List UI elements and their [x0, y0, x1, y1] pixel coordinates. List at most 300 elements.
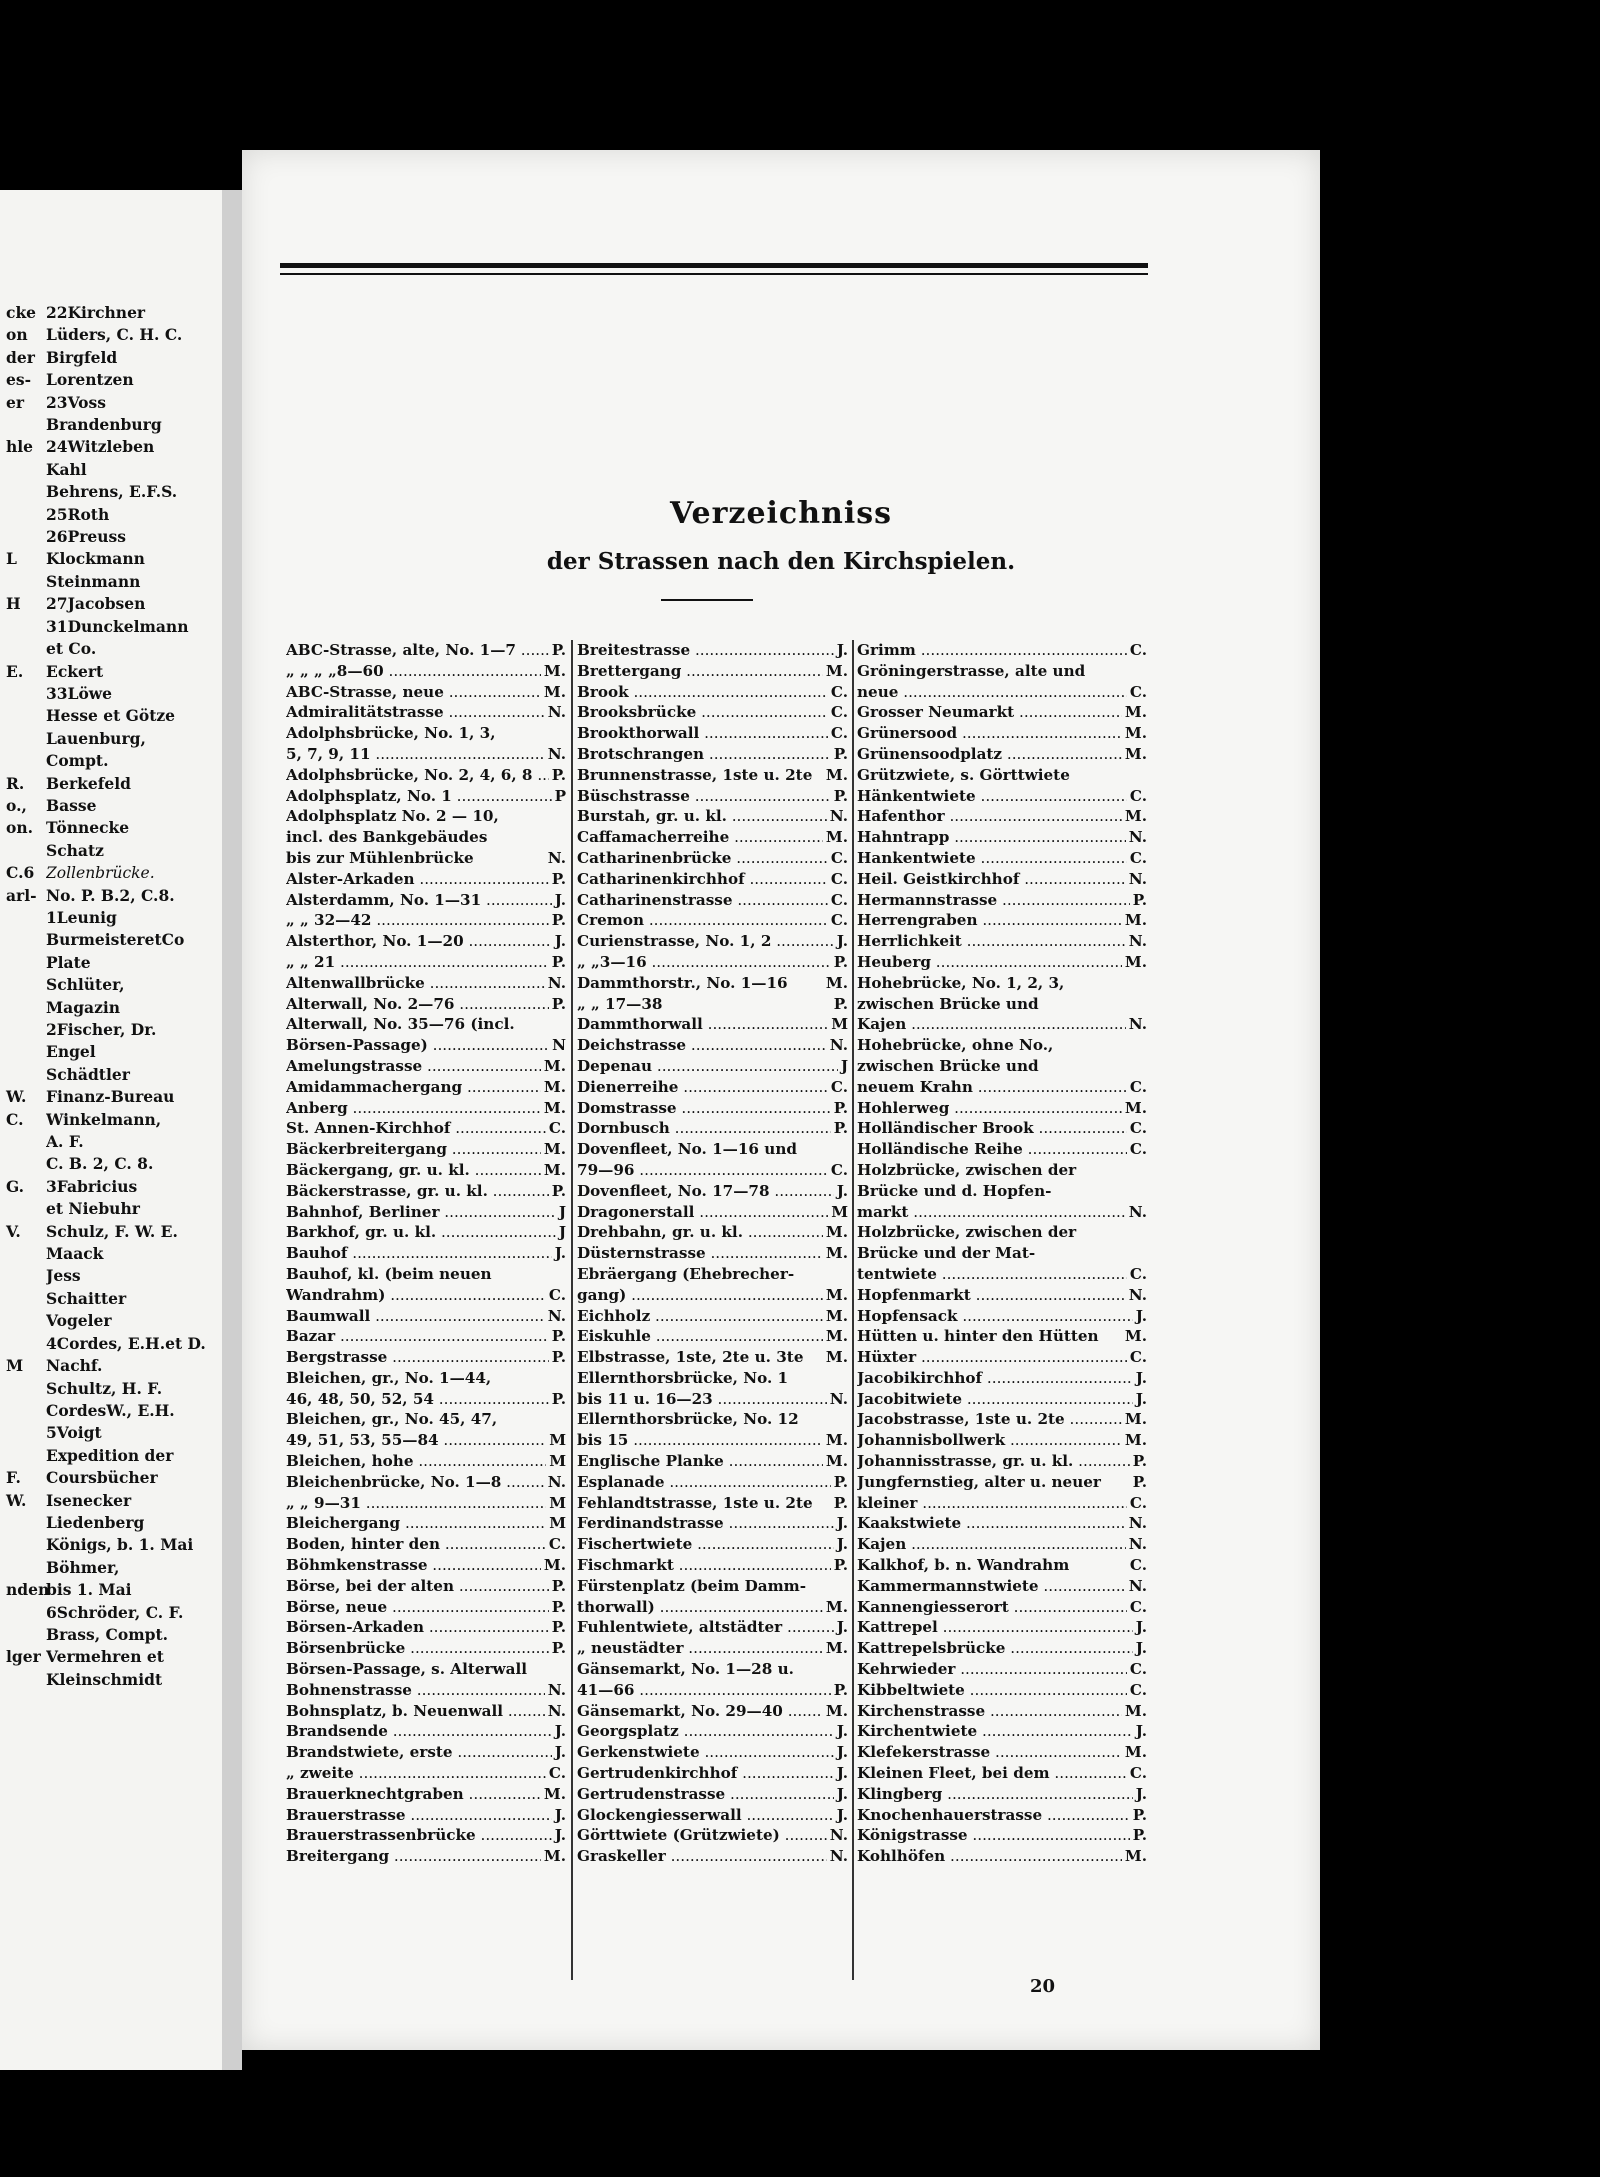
left-margin-fragment [6, 1198, 46, 1220]
parish-code: J. [554, 1826, 566, 1845]
parish-code: M. [825, 1223, 848, 1242]
parish-code: C. [830, 848, 848, 867]
parish-code: J. [1135, 1722, 1147, 1741]
street-entry [286, 890, 566, 911]
street-entry [577, 1222, 848, 1243]
street-entry [577, 1638, 848, 1659]
parish-code: P. [833, 744, 848, 763]
street-name: ABC-Strasse, neue ..... [286, 682, 541, 703]
street-name: Bahnhof, Berliner ..... [286, 1202, 556, 1223]
street-name: Altenwallbrücke ..... [286, 973, 545, 994]
street-name: Börse, bei der alten ..... [286, 1576, 549, 1597]
parish-code: M. [825, 1452, 848, 1471]
left-entry-text: Böhmer, [46, 1557, 120, 1577]
street-name: Dovenfleet, No. 1—16 und [577, 1140, 797, 1159]
left-page-line [6, 1624, 218, 1646]
street-entry [857, 640, 1147, 661]
street-entry [577, 1680, 848, 1701]
parish-code: N. [829, 1389, 848, 1408]
left-page-line [6, 1243, 218, 1265]
street-name: Heuberg ..... [857, 952, 1122, 973]
left-entry-text: Kahl [46, 459, 87, 479]
left-entry-text: Königs, b. 1. Mai [46, 1535, 194, 1555]
street-name: Dovenfleet, No. 17—78 ..... [577, 1181, 834, 1202]
parish-code: P. [1132, 1472, 1147, 1491]
street-name: Wandrahm) ..... [286, 1285, 546, 1306]
left-margin-fragment [6, 907, 46, 929]
parish-code: C. [1129, 1493, 1147, 1512]
parish-code: P. [1132, 1826, 1147, 1845]
left-entry-text: 4Cordes, E.H.et D. [46, 1333, 206, 1353]
left-page-line [6, 1288, 218, 1310]
left-page-line [6, 1109, 218, 1131]
left-margin-fragment [6, 1445, 46, 1467]
street-name: Catharinenstrasse ..... [577, 890, 828, 911]
street-name: Börse, neue ..... [286, 1597, 549, 1618]
street-entry [857, 682, 1147, 703]
street-entry [857, 1181, 1147, 1202]
street-entry [286, 682, 566, 703]
parish-code: M. [825, 1639, 848, 1658]
street-name: Gertrudenstrasse ..... [577, 1784, 834, 1805]
parish-code: M. [1124, 1701, 1147, 1720]
left-page-line [6, 795, 218, 817]
street-entry [857, 1202, 1147, 1223]
left-entry-text: Lüders, C. H. C. [46, 325, 183, 345]
street-name: Herrlichkeit ..... [857, 931, 1126, 952]
street-name: Brunnenstrasse, 1ste u. 2te [577, 765, 813, 784]
street-name: Kattrepel ..... [857, 1617, 1133, 1638]
parish-code: M [831, 1015, 848, 1034]
street-entry [857, 1513, 1147, 1534]
parish-code: J. [1135, 1306, 1147, 1325]
left-entry-text: 25Roth [46, 504, 110, 524]
left-entry-text: Liedenberg [46, 1512, 145, 1532]
street-name: Gerkenstwiete ..... [577, 1742, 834, 1763]
street-entry [577, 702, 848, 723]
street-name: Böhmkenstrasse ..... [286, 1555, 541, 1576]
street-entry [286, 1014, 566, 1035]
left-page-line [6, 638, 218, 660]
parish-code: M. [825, 661, 848, 680]
left-margin-fragment [6, 504, 46, 526]
street-name: „ „3—16 ..... [577, 952, 831, 973]
street-name: Glockengiesserwall ..... [577, 1805, 834, 1826]
street-name: „ neustädter ..... [577, 1638, 823, 1659]
street-name: Catharinenbrücke ..... [577, 848, 828, 869]
street-name: Bohnenstrasse ..... [286, 1680, 545, 1701]
street-name: Amelungstrasse ..... [286, 1056, 541, 1077]
parish-code: P. [833, 994, 848, 1013]
left-margin-fragment: er [6, 392, 25, 412]
street-name: Büschstrasse ..... [577, 786, 831, 807]
left-entry-text: Winkelmann, [46, 1109, 162, 1129]
street-entry [577, 1077, 848, 1098]
left-margin-fragment: hle [6, 437, 34, 457]
street-entry [286, 744, 566, 765]
left-page-line [6, 347, 218, 369]
parish-code: N. [829, 1826, 848, 1845]
street-entry [857, 869, 1147, 890]
left-entry-text: Birgfeld [46, 347, 118, 367]
left-margin-fragment [6, 1153, 46, 1175]
street-name: Holzbrücke, zwischen der [857, 1160, 1077, 1179]
parish-code: M. [1124, 1327, 1147, 1346]
street-name: „ „ 9—31 ..... [286, 1493, 546, 1514]
left-margin-fragment [6, 952, 46, 974]
street-entry [286, 806, 566, 827]
street-entry [577, 1805, 848, 1826]
street-entry [286, 1451, 566, 1472]
street-name: bis zur Mühlenbrücke [286, 848, 474, 867]
parish-code: P. [551, 911, 566, 930]
street-entry [577, 1617, 848, 1638]
parish-code: P. [551, 994, 566, 1013]
street-entry [577, 1721, 848, 1742]
left-entry-text: 6Schröder, C. F. [46, 1602, 184, 1622]
street-entry [286, 848, 566, 869]
left-entry-text: C. B. 2, C. 8. [46, 1154, 154, 1174]
column-divider [571, 640, 573, 1980]
left-entry-text: No. P. B.2, C.8. [46, 885, 175, 905]
street-name: Hankentwiete ..... [857, 848, 1127, 869]
left-entry-text: Tönnecke [46, 818, 130, 838]
parish-code: M. [543, 1847, 566, 1866]
street-name: Bäckergang, gr. u. kl. ..... [286, 1160, 541, 1181]
left-page-line [6, 1422, 218, 1444]
street-name: incl. des Bankgebäudes [286, 828, 488, 847]
street-entry [286, 702, 566, 723]
street-entry [577, 1597, 848, 1618]
parish-code: P. [551, 1597, 566, 1616]
street-entry [286, 910, 566, 931]
street-name: Brauerstrasse ..... [286, 1805, 552, 1826]
parish-code: J [840, 1056, 848, 1075]
street-name: Ellernthorsbrücke, No. 1 [577, 1368, 789, 1387]
street-entry [577, 1513, 848, 1534]
street-name: Adolphsplatz, No. 1 ..... [286, 786, 552, 807]
parish-code: J. [554, 1805, 566, 1824]
parish-code: M. [543, 1056, 566, 1075]
left-margin-fragment: R. [6, 773, 25, 793]
street-name: Anberg ..... [286, 1098, 541, 1119]
left-page-line [6, 1333, 218, 1355]
parish-code: M. [543, 1077, 566, 1096]
street-name: neue ..... [857, 682, 1127, 703]
street-entry [286, 1805, 566, 1826]
street-name: Kannengiesserort ..... [857, 1597, 1127, 1618]
parish-code: P. [551, 1389, 566, 1408]
street-entry [577, 1243, 848, 1264]
parish-code: P. [551, 1181, 566, 1200]
street-entry [857, 1784, 1147, 1805]
left-margin-fragment [6, 459, 46, 481]
street-name: Kibbeltwiete ..... [857, 1680, 1127, 1701]
parish-code: J. [554, 1743, 566, 1762]
left-page-line [6, 436, 218, 458]
street-name: Caffamacherreihe ..... [577, 827, 823, 848]
street-entry [857, 1035, 1147, 1056]
parish-code: J [558, 1202, 566, 1221]
left-entry-text: bis 1. Mai [46, 1580, 132, 1600]
street-entry [857, 1721, 1147, 1742]
street-entry [857, 827, 1147, 848]
street-entry [857, 1659, 1147, 1680]
street-entry [577, 765, 848, 786]
street-name: Jacobitwiete ..... [857, 1389, 1133, 1410]
left-page-line [6, 1041, 218, 1063]
parish-code: N. [1128, 828, 1147, 847]
parish-code: P. [551, 1348, 566, 1367]
street-name: zwischen Brücke und [857, 994, 1039, 1013]
left-entry-text: Nachf. [46, 1356, 103, 1376]
street-entry [286, 1098, 566, 1119]
parish-code: N. [829, 1847, 848, 1866]
left-entry-text: et Co. [46, 639, 97, 659]
street-name: Dragonerstall ..... [577, 1202, 828, 1223]
parish-code: C. [1129, 1348, 1147, 1367]
left-page-line [6, 302, 218, 324]
street-name: Hermannstrasse ..... [857, 890, 1130, 911]
left-entry-text: Magazin [46, 997, 121, 1017]
street-entry [286, 640, 566, 661]
street-entry [286, 827, 566, 848]
parish-code: N. [547, 973, 566, 992]
street-entry [857, 1409, 1147, 1430]
street-entry [577, 1014, 848, 1035]
parish-code: M. [1124, 1098, 1147, 1117]
street-entry [286, 1368, 566, 1389]
street-entry [577, 1784, 848, 1805]
street-name: Kattrepelsbrücke ..... [857, 1638, 1133, 1659]
street-name: Bleichen, hohe ..... [286, 1451, 546, 1472]
parish-code: P. [551, 1327, 566, 1346]
street-name: Amidammachergang ..... [286, 1077, 541, 1098]
street-entry [577, 786, 848, 807]
street-entry [577, 1555, 848, 1576]
street-name: Kajen ..... [857, 1534, 1126, 1555]
street-name: „ „ 21 ..... [286, 952, 549, 973]
street-entry [286, 1035, 566, 1056]
street-name: Burstah, gr. u. kl. ..... [577, 806, 827, 827]
left-entry-text: Isenecker [46, 1490, 132, 1510]
street-entry [286, 1389, 566, 1410]
left-entry-text: CordesW., E.H. [46, 1400, 175, 1420]
street-entry [857, 890, 1147, 911]
parish-code: M. [825, 1597, 848, 1616]
street-entry [286, 1846, 566, 1867]
parish-code: J. [1135, 1368, 1147, 1387]
left-entry-text: Maack [46, 1244, 104, 1264]
street-name: Depenau ..... [577, 1056, 838, 1077]
street-entry [857, 1576, 1147, 1597]
parish-code: N. [547, 1306, 566, 1325]
left-entry-text: BurmeisteretCo [46, 930, 185, 950]
street-entry [577, 931, 848, 952]
left-margin-fragment [6, 683, 46, 705]
street-name: Graskeller ..... [577, 1846, 827, 1867]
street-entry [286, 1659, 566, 1680]
street-entry [857, 1617, 1147, 1638]
street-name: Fehlandtstrasse, 1ste u. 2te [577, 1493, 813, 1512]
street-name: „ zweite ..... [286, 1763, 546, 1784]
left-entry-text: A. F. [46, 1132, 84, 1152]
left-page-line [6, 1445, 218, 1467]
street-name: Hüxter ..... [857, 1347, 1127, 1368]
street-entry [286, 1597, 566, 1618]
street-entry [577, 1763, 848, 1784]
parish-code: P. [833, 1098, 848, 1117]
street-name: Jungfernstieg, alter u. neuer [857, 1472, 1101, 1491]
left-entry-text: Expedition der [46, 1445, 174, 1465]
street-name: Herrengraben ..... [857, 910, 1122, 931]
street-entry [577, 1389, 848, 1410]
street-entry [286, 1680, 566, 1701]
parish-code: P. [833, 1556, 848, 1575]
parish-code: C. [548, 1535, 566, 1554]
street-entry [857, 1742, 1147, 1763]
parish-code: M [549, 1452, 566, 1471]
street-name: Kaakstwiete ..... [857, 1513, 1126, 1534]
street-name: Hopfenmarkt ..... [857, 1285, 1126, 1306]
street-name: 41—66 ..... [577, 1680, 831, 1701]
parish-code: P. [551, 869, 566, 888]
left-entry-text: Schatz [46, 840, 104, 860]
street-entry [577, 1430, 848, 1451]
parish-code: C. [830, 869, 848, 888]
parish-code: J. [1135, 1639, 1147, 1658]
page-number: 20 [1030, 1976, 1056, 1997]
left-entry-text: Hesse et Götze [46, 706, 176, 726]
street-name: Bleichen, gr., No. 1—44, [286, 1368, 492, 1387]
street-name: Düsternstrasse ..... [577, 1243, 823, 1264]
street-name: Kalkhof, b. n. Wandrahm [857, 1556, 1070, 1575]
title-rule [661, 599, 753, 601]
page-subtitle: der Strassen nach den Kirchspielen. [546, 548, 1016, 575]
street-entry [857, 1326, 1147, 1347]
parish-code: C. [548, 1119, 566, 1138]
left-page-line [6, 481, 218, 503]
street-entry [857, 1306, 1147, 1327]
left-margin-fragment: E. [6, 661, 24, 681]
street-name: Johannisstrasse, gr. u. kl. ..... [857, 1451, 1130, 1472]
street-entry [286, 1721, 566, 1742]
street-entry [286, 1264, 566, 1285]
parish-code: N. [547, 744, 566, 763]
left-page-line [6, 1490, 218, 1512]
left-margin-fragment [6, 571, 46, 593]
parish-code: J. [836, 1535, 848, 1554]
left-entry-text: et Niebuhr [46, 1199, 140, 1219]
street-name: Ebräergang (Ehebrecher- [577, 1264, 795, 1283]
street-entry [857, 744, 1147, 765]
parish-code: M. [825, 1306, 848, 1325]
left-margin-fragment [6, 1131, 46, 1153]
header-double-rule [280, 263, 1148, 268]
street-entry [577, 973, 848, 994]
parish-code: P. [1132, 1452, 1147, 1471]
parish-code: M. [1124, 1743, 1147, 1762]
left-margin-fragment: on. [6, 818, 34, 838]
left-page-line [6, 1310, 218, 1332]
left-margin-fragment [6, 1288, 46, 1310]
left-margin-fragment [6, 1422, 46, 1444]
street-entry [577, 806, 848, 827]
left-page-line [6, 1467, 218, 1489]
parish-code: M. [543, 1140, 566, 1159]
street-name: 46, 48, 50, 52, 54 ..... [286, 1389, 549, 1410]
street-entry [286, 1472, 566, 1493]
street-name: Bleichergang ..... [286, 1513, 546, 1534]
parish-code: N. [547, 1680, 566, 1699]
left-margin-fragment [6, 929, 46, 951]
left-entry-text: Vermehren et [46, 1647, 164, 1667]
parish-code: M. [825, 1701, 848, 1720]
parish-code: J. [836, 932, 848, 951]
street-entry [857, 1285, 1147, 1306]
parish-code: J. [836, 1618, 848, 1637]
street-entry [857, 1638, 1147, 1659]
street-entry [286, 1617, 566, 1638]
street-entry [286, 1285, 566, 1306]
street-name: Adolphsbrücke, No. 1, 3, [286, 724, 496, 743]
left-margin-fragment [6, 1041, 46, 1063]
left-page-line [6, 1378, 218, 1400]
street-name: Alsterthor, No. 1—20 ..... [286, 931, 552, 952]
left-page-line [6, 1153, 218, 1175]
left-page-line [6, 414, 218, 436]
parish-code: P. [551, 641, 566, 659]
parish-code: C. [1129, 1556, 1147, 1575]
street-name: Fuhlentwiete, altstädter ..... [577, 1617, 834, 1638]
street-entry [286, 1784, 566, 1805]
parish-code: M. [543, 1160, 566, 1179]
left-page-line [6, 750, 218, 772]
parish-code: J. [554, 1722, 566, 1741]
street-entry [286, 1160, 566, 1181]
street-name: Kleinen Fleet, bei dem ..... [857, 1763, 1127, 1784]
street-name: Johannisbollwerk ..... [857, 1430, 1122, 1451]
street-name: Catharinenkirchhof ..... [577, 869, 828, 890]
street-name: Bleichenbrücke, No. 1—8 ..... [286, 1472, 545, 1493]
left-margin-fragment [6, 1310, 46, 1332]
left-margin-fragment: M [6, 1356, 24, 1376]
parish-code: M. [543, 1784, 566, 1803]
street-name: Curienstrasse, No. 1, 2 ..... [577, 931, 834, 952]
left-entry-text: 2Fischer, Dr. [46, 1020, 157, 1039]
street-name: bis 11 u. 16—23 ..... [577, 1389, 827, 1410]
street-name: Fischmarkt ..... [577, 1555, 831, 1576]
parish-code: M. [1124, 1410, 1147, 1429]
left-margin-fragment [6, 526, 46, 548]
street-name: Brookthorwall ..... [577, 723, 828, 744]
parish-code: P. [833, 1680, 848, 1699]
street-name: Eiskuhle ..... [577, 1326, 823, 1347]
left-page-line [6, 907, 218, 929]
street-entry [857, 1493, 1147, 1514]
street-name: Georgsplatz ..... [577, 1721, 834, 1742]
left-page-line [6, 1019, 218, 1041]
parish-code: N. [1128, 932, 1147, 951]
left-entry-text: Plate [46, 952, 91, 972]
street-entry [286, 1139, 566, 1160]
parish-code: N. [547, 703, 566, 722]
street-entry [857, 1555, 1147, 1576]
street-name: Gänsemarkt, No. 29—40 ..... [577, 1701, 823, 1722]
left-margin-fragment [6, 1557, 46, 1579]
street-entry [577, 744, 848, 765]
column-divider [852, 640, 854, 1980]
